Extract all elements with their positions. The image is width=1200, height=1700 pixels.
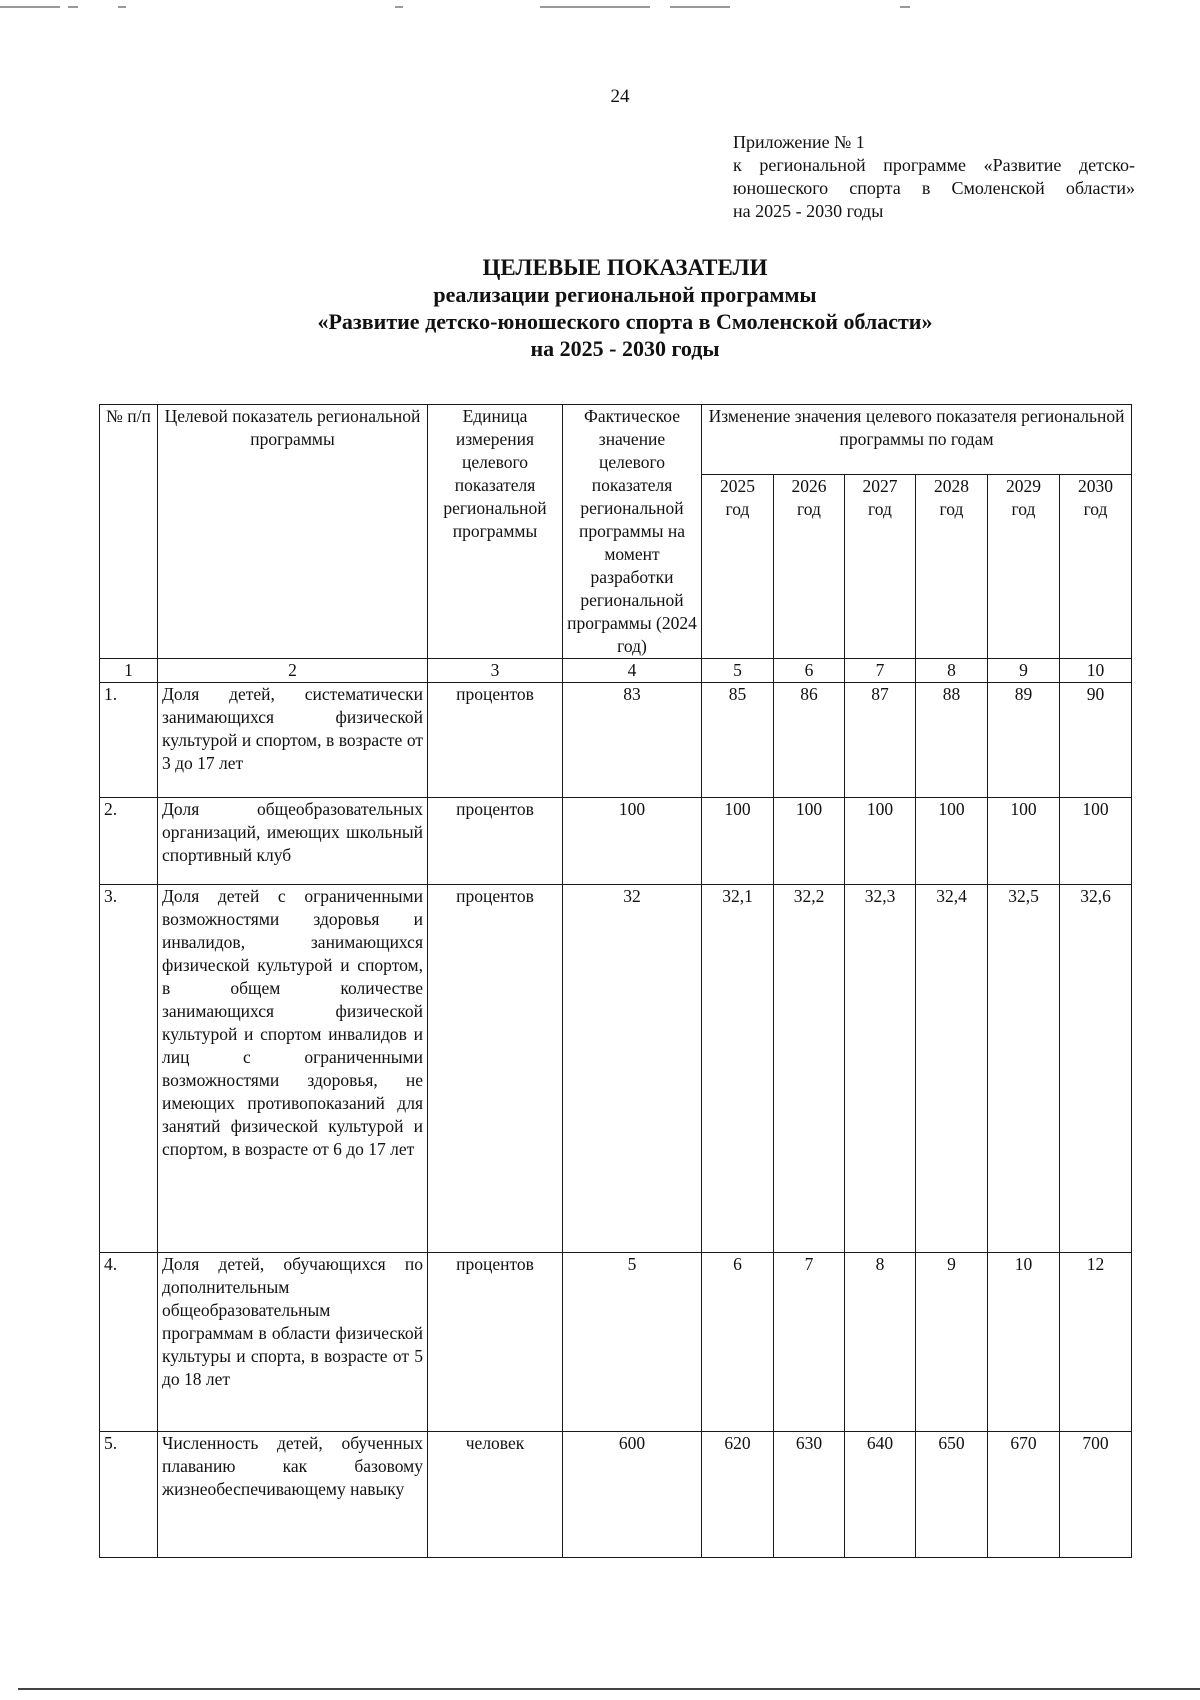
column-number: 1 <box>100 659 158 683</box>
table-row <box>100 1432 1132 1558</box>
row-unit: процентов <box>428 885 563 1253</box>
row-value: 8 <box>845 1253 916 1432</box>
row-value: 88 <box>916 683 988 798</box>
row-num: 5. <box>100 1432 158 1558</box>
header-year: 2027 год <box>845 475 916 659</box>
column-number: 9 <box>988 659 1060 683</box>
scan-bottom-edge <box>18 1688 1200 1690</box>
appendix-line: к региональной программе «Развитие детско- <box>733 155 1135 175</box>
row-value: 670 <box>988 1432 1060 1558</box>
table-row <box>100 798 1132 885</box>
row-num: 2. <box>100 798 158 885</box>
header-year: 2029 год <box>988 475 1060 659</box>
appendix-line: Приложение № 1 <box>733 132 865 152</box>
row-indicator: Доля детей, обучающихся по дополнительным общеобразовательным программам в области физической культуры и спорта, в возрасте от 5 до 18 лет <box>158 1253 428 1432</box>
column-number: 7 <box>845 659 916 683</box>
row-value: 100 <box>845 798 916 885</box>
row-value: 87 <box>845 683 916 798</box>
row-indicator: Доля детей с ограниченными возможностями здоровья и инвалидов, занимающихся физической культурой и спортом, в общем количестве занимающихся физической культурой и спортом инвалидов и лиц с ограниченными возможностями здоровья, не имеющих противопоказаний для занятий физической культурой и спортом, в возрасте от 6 до 17 лет <box>158 885 428 1253</box>
row-value: 100 <box>916 798 988 885</box>
row-value: 32,6 <box>1060 885 1132 1253</box>
row-fact: 600 <box>563 1432 702 1558</box>
header-num: № п/п <box>100 405 158 659</box>
column-number: 6 <box>774 659 845 683</box>
row-num: 3. <box>100 885 158 1253</box>
row-value: 100 <box>702 798 774 885</box>
title-line: «Развитие детско-юношеского спорта в Смоленской области» <box>317 309 933 334</box>
row-value: 90 <box>1060 683 1132 798</box>
row-fact: 5 <box>563 1253 702 1432</box>
row-value: 100 <box>1060 798 1132 885</box>
column-numbers-row <box>100 659 1132 683</box>
column-number: 3 <box>428 659 563 683</box>
row-value: 32,2 <box>774 885 845 1253</box>
row-fact: 83 <box>563 683 702 798</box>
header-fact: Фактическое значение целевого показателя региональной программы на момент разработки региональной программы (2024 год) <box>563 405 702 659</box>
row-value: 640 <box>845 1432 916 1558</box>
row-value: 32,3 <box>845 885 916 1253</box>
row-unit: процентов <box>428 683 563 798</box>
column-number: 5 <box>702 659 774 683</box>
title-line: реализации региональной программы <box>433 282 817 307</box>
page-number: 24 <box>610 86 630 107</box>
row-value: 10 <box>988 1253 1060 1432</box>
title-line: ЦЕЛЕВЫЕ ПОКАЗАТЕЛИ <box>482 255 768 280</box>
row-unit: процентов <box>428 798 563 885</box>
row-value: 85 <box>702 683 774 798</box>
row-value: 9 <box>916 1253 988 1432</box>
header-row <box>100 405 1132 475</box>
row-value: 7 <box>774 1253 845 1432</box>
row-value: 86 <box>774 683 845 798</box>
scan-artifact <box>0 6 1200 12</box>
row-num: 4. <box>100 1253 158 1432</box>
header-year: 2025 год <box>702 475 774 659</box>
column-number: 10 <box>1060 659 1132 683</box>
row-value: 6 <box>702 1253 774 1432</box>
row-unit: человек <box>428 1432 563 1558</box>
row-value: 89 <box>988 683 1060 798</box>
row-value: 32,1 <box>702 885 774 1253</box>
row-value: 100 <box>988 798 1060 885</box>
column-number: 8 <box>916 659 988 683</box>
row-num: 1. <box>100 683 158 798</box>
row-indicator: Численность детей, обученных плаванию как базовому жизнеобеспечивающему навыку <box>158 1432 428 1558</box>
row-value: 700 <box>1060 1432 1132 1558</box>
row-fact: 32 <box>563 885 702 1253</box>
appendix-line: юношеского спорта в Смоленской области» <box>733 178 1135 198</box>
row-indicator: Доля детей, систематически занимающихся физической культурой и спортом, в возрасте от 3 до 17 лет <box>158 683 428 798</box>
title-line: на 2025 - 2030 годы <box>530 336 720 361</box>
column-number: 4 <box>563 659 702 683</box>
appendix-note <box>733 131 1135 223</box>
table-row <box>100 1253 1132 1432</box>
header-unit: Единица измерения целевого показателя региональной программы <box>428 405 563 659</box>
row-indicator: Доля общеобразовательных организаций, имеющих школьный спортивный клуб <box>158 798 428 885</box>
row-value: 100 <box>774 798 845 885</box>
appendix-line: на 2025 - 2030 годы <box>733 201 884 221</box>
header-indicator: Целевой показатель региональной программы <box>158 405 428 659</box>
row-value: 650 <box>916 1432 988 1558</box>
row-value: 32,5 <box>988 885 1060 1253</box>
row-value: 630 <box>774 1432 845 1558</box>
row-value: 12 <box>1060 1253 1132 1432</box>
table-row <box>100 683 1132 798</box>
row-value: 620 <box>702 1432 774 1558</box>
header-year: 2030 год <box>1060 475 1132 659</box>
table-row <box>100 885 1132 1253</box>
row-value: 32,4 <box>916 885 988 1253</box>
row-fact: 100 <box>563 798 702 885</box>
header-year: 2028 год <box>916 475 988 659</box>
row-unit: процентов <box>428 1253 563 1432</box>
indicators-table <box>99 404 1132 1558</box>
document-title <box>0 254 1200 362</box>
header-year: 2026 год <box>774 475 845 659</box>
header-change: Изменение значения целевого показателя региональной программы по годам <box>702 405 1132 475</box>
column-number: 2 <box>158 659 428 683</box>
